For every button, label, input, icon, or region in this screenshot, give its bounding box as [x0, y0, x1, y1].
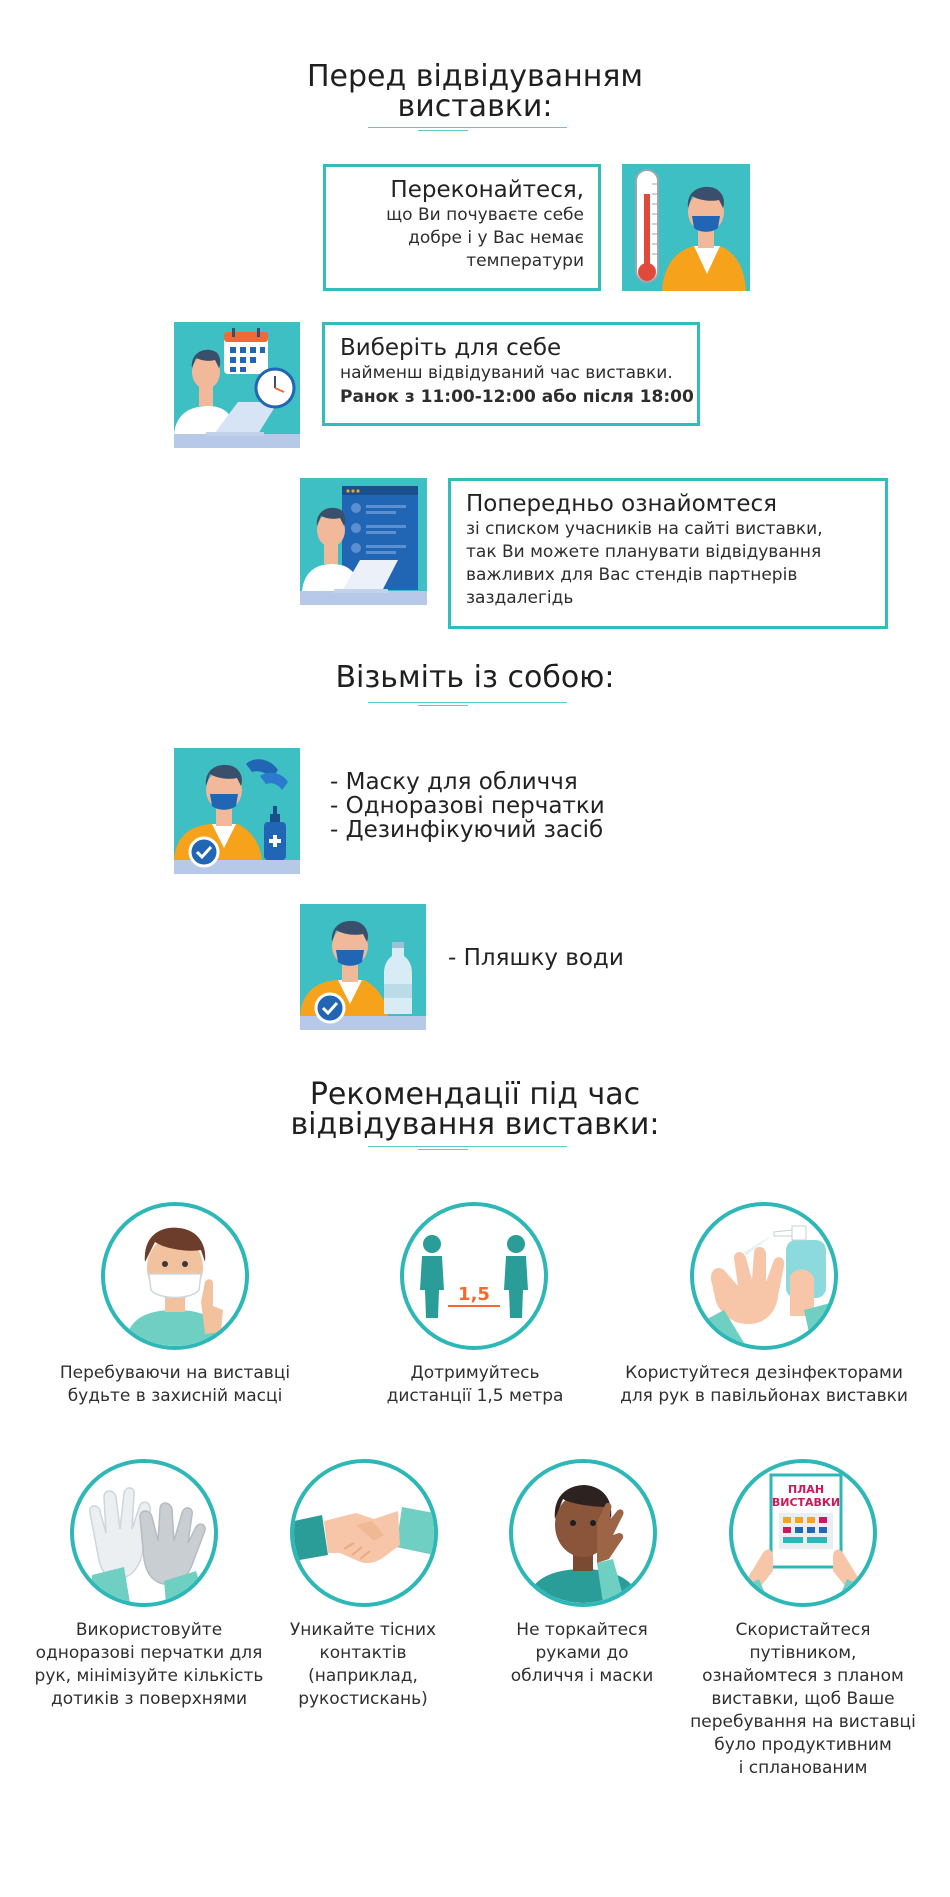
water-bottle-man-icon	[300, 904, 426, 1030]
caption-line: контактів	[319, 1643, 407, 1663]
bring-item: - Дезинфікуючий засіб	[330, 817, 604, 843]
card-body-line: добре і у Вас немає	[408, 228, 584, 248]
before-visit-card-1	[323, 164, 601, 291]
caption-line: дистанції 1,5 метра	[386, 1386, 564, 1406]
rec-caption-1	[40, 1362, 310, 1408]
gloves-icon	[70, 1459, 218, 1607]
bring-item: - Одноразові перчатки	[330, 793, 605, 819]
bring-list-2	[448, 946, 624, 970]
plan-label-2: ВИСТАВКИ	[771, 1496, 841, 1509]
card-title: Виберіть для себе	[340, 335, 562, 361]
rec-caption-5	[250, 1619, 476, 1711]
caption-line: одноразові перчатки для	[35, 1643, 263, 1663]
rec-caption-3	[612, 1362, 916, 1408]
bring-item: - Маску для обличчя	[330, 769, 578, 795]
mask-gloves-sanitizer-icon	[174, 748, 300, 874]
heading-line-1: Перед відвідуванням	[306, 59, 644, 94]
caption-line: ознайомтеся з планом	[702, 1666, 904, 1686]
caption-line: будьте в захисній масці	[67, 1386, 283, 1406]
card-time-range: Ранок з 11:00-12:00 або після 18:00	[340, 387, 694, 407]
rec-caption-2	[340, 1362, 610, 1408]
section-heading-before-visit	[0, 59, 950, 124]
caption-line: Не торкайтеся	[516, 1620, 648, 1640]
caption-line: руками до	[535, 1643, 629, 1663]
caption-line: виставки, щоб Ваше	[711, 1689, 895, 1709]
heading-line-2: відвідування виставки:	[290, 1107, 660, 1142]
heading-divider	[368, 1146, 567, 1148]
card-title: Попередньо ознайомтеся	[466, 491, 778, 517]
caption-line: Перебуваючи на виставці	[59, 1363, 291, 1383]
thermometer-masked-man-icon	[622, 164, 750, 291]
section-heading-recommendations	[0, 1077, 950, 1142]
card-body-line: так Ви можете планувати відвідування	[466, 542, 822, 562]
rec-caption-4	[14, 1619, 284, 1711]
caption-line: Уникайте тісних	[289, 1620, 437, 1640]
bring-list-1	[330, 770, 605, 842]
card-body-line: зі списком учасників на сайті виставки,	[466, 519, 823, 539]
distance-label: 1,5	[458, 1284, 490, 1305]
caption-line: Скористайтеся	[735, 1620, 871, 1640]
touching-face-icon	[509, 1459, 657, 1607]
caption-line: дотиків з поверхнями	[50, 1689, 248, 1709]
caption-line: Користуйтеся дезінфекторами	[625, 1363, 903, 1383]
card-body-line: важливих для Вас стендів партнерів	[466, 565, 798, 585]
handshake-icon	[290, 1459, 438, 1607]
caption-line: Використовуйте	[75, 1620, 223, 1640]
card-body-line: найменш відвідуваний час виставки.	[340, 363, 673, 383]
caption-line: обличчя і маски	[510, 1666, 654, 1686]
distance-people-icon	[400, 1202, 548, 1350]
caption-line: було продуктивним	[714, 1735, 892, 1755]
before-visit-card-2	[322, 322, 700, 426]
card-body-line: що Ви почуваєте себе	[386, 205, 584, 225]
caption-line: рукостискань)	[298, 1689, 428, 1709]
plan-label-1: ПЛАН	[787, 1483, 825, 1496]
caption-line: перебування на виставці	[690, 1712, 916, 1732]
card-body-line: заздалегідь	[466, 588, 574, 608]
card-title: Переконайтеся,	[390, 177, 584, 203]
heading-divider	[368, 127, 567, 129]
caption-line: путівником,	[749, 1643, 857, 1663]
caption-line: рук, мінімізуйте кількість	[34, 1666, 264, 1686]
rec-caption-7	[680, 1619, 926, 1780]
website-laptop-man-icon	[300, 478, 427, 605]
calendar-clock-laptop-icon	[174, 322, 300, 448]
heading-text: Візьміть із собою:	[335, 660, 615, 695]
masked-man-icon	[101, 1202, 249, 1350]
heading-divider	[368, 702, 567, 704]
exhibition-plan-icon	[729, 1459, 877, 1607]
heading-line-2: виставки:	[397, 89, 553, 124]
caption-line: Дотримуйтесь	[410, 1363, 540, 1383]
bring-item: - Пляшку води	[448, 945, 624, 971]
caption-line: (наприклад,	[308, 1666, 418, 1686]
card-body-line: температури	[466, 251, 584, 271]
section-heading-bring	[0, 660, 950, 695]
caption-line: для рук в павільйонах виставки	[620, 1386, 908, 1406]
heading-line-1: Рекомендації під час	[309, 1077, 641, 1112]
hand-sanitizer-icon	[690, 1202, 838, 1350]
rec-caption-6	[469, 1619, 695, 1688]
caption-line: і спланованим	[738, 1758, 868, 1778]
before-visit-card-3	[448, 478, 888, 629]
